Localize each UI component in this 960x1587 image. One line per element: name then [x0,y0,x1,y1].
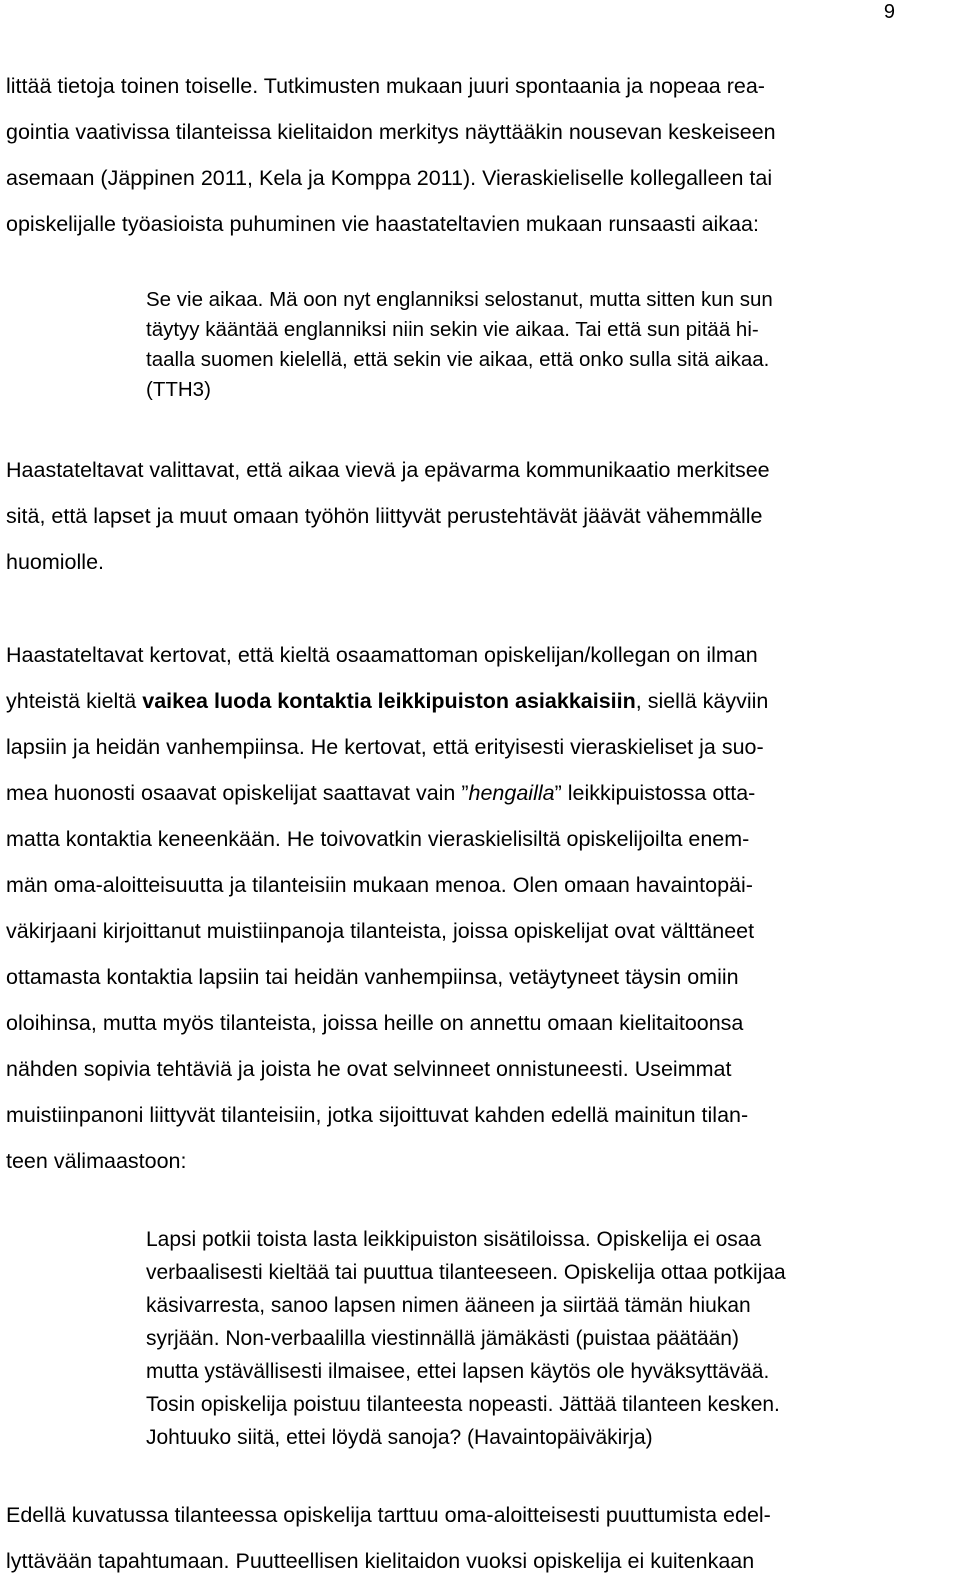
text-line [6,687,768,715]
text-line: män oma-aloitteisuutta ja tilanteisiin mukaan menoa. Olen omaan havaintopäi- [6,873,753,897]
quote-line: syrjään. Non-verbaalilla viestinnällä jämäkästi (puistaa päätään) [146,1327,739,1350]
italic-word: hengailla [468,781,555,805]
text-line: nähden sopivia tehtäviä ja joista he ovat selvinneet onnistuneesti. Useimmat [6,1057,732,1081]
quote-line: (TTH3) [146,378,211,401]
text-line: Haastateltavat kertovat, että kieltä osaamattoman opiskelijan/kollegan on ilman [6,643,758,667]
text-line: littää tietoja toinen toiselle. Tutkimusten mukaan juuri spontaania ja nopeaa rea- [6,74,765,98]
text-run: , siellä käyviin [635,689,769,713]
quote-line: Se vie aikaa. Mä oon nyt englanniksi selostanut, mutta sitten kun sun [146,288,773,311]
bold-phrase: vaikea luoda kontaktia leikkipuiston asiakkaisiin [142,689,636,713]
quote-line: verbaalisesti kieltää tai puuttua tilanteeseen. Opiskelija ottaa potkijaa [146,1261,786,1284]
quote-line: mutta ystävällisesti ilmaisee, ettei lapsen käytös ole hyväksyttävää. [146,1360,770,1383]
text-line: lapsiin ja heidän vanhempiinsa. He kertovat, että erityisesti vieraskieliset ja suo- [6,735,764,759]
text-line: oloihinsa, mutta myös tilanteista, joissa heille on annettu omaan kielitaitoonsa [6,1011,744,1035]
text-run: yhteistä kieltä [6,689,143,713]
text-line: gointia vaativissa tilanteissa kielitaidon merkitys näyttääkin nousevan keskeiseen [6,120,776,144]
text-line: Haastateltavat valittavat, että aikaa vievä ja epävarma kommunikaatio merkitsee [6,458,770,482]
page-number: 9 [883,1,895,23]
quote-line: käsivarresta, sanoo lapsen nimen ääneen ja siirtää tämän hiukan [146,1294,751,1317]
text-line: sitä, että lapset ja muut omaan työhön liittyvät perustehtävät jäävät vähemmälle [6,504,763,528]
quote-line: taalla suomen kielellä, että sekin vie aikaa, että onko sulla sitä aikaa. [146,348,770,371]
text-line: väkirjaani kirjoittanut muistiinpanoja tilanteista, joissa opiskelijat ovat välttäneet [6,919,755,943]
quote-line: Johtuuko siitä, ettei löydä sanoja? (Havaintopäiväkirja) [146,1426,653,1449]
text-line: Edellä kuvatussa tilanteessa opiskelija tarttuu oma-aloitteisesti puuttumista edel- [6,1503,771,1527]
text-line: huomiolle. [6,550,104,574]
text-line: muistiinpanoni liittyvät tilanteisiin, jotka sijoittuvat kahden edellä mainitun tilan- [6,1103,749,1127]
text-line: teen välimaastoon: [6,1149,187,1173]
text-run: ” leikkipuistossa otta- [554,781,756,805]
text-line: opiskelijalle työasioista puhuminen vie haastateltavien mukaan runsaasti aikaa: [6,212,759,236]
text-line: matta kontaktia keneenkään. He toivovatkin vieraskielisiltä opiskelijoilta enem- [6,827,750,851]
text-line: asemaan (Jäppinen 2011, Kela ja Komppa 2011). Vieraskieliselle kollegalleen tai [6,166,773,190]
quote-line: Lapsi potkii toista lasta leikkipuiston sisätiloissa. Opiskelija ei osaa [146,1228,762,1251]
text-line [6,779,755,807]
text-run: mea huonosti osaavat opiskelijat saattavat vain ” [6,781,469,805]
quote-line: Tosin opiskelija poistuu tilanteesta nopeasti. Jättää tilanteen kesken. [146,1393,780,1416]
text-line: ottamasta kontaktia lapsiin tai heidän vanhempiinsa, vetäytyneet täysin omiin [6,965,739,989]
quote-line: täytyy kääntää englanniksi niin sekin vie aikaa. Tai että sun pitää hi- [146,318,759,341]
text-line: lyttävään tapahtumaan. Puutteellisen kielitaidon vuoksi opiskelija ei kuitenkaan [6,1549,755,1573]
